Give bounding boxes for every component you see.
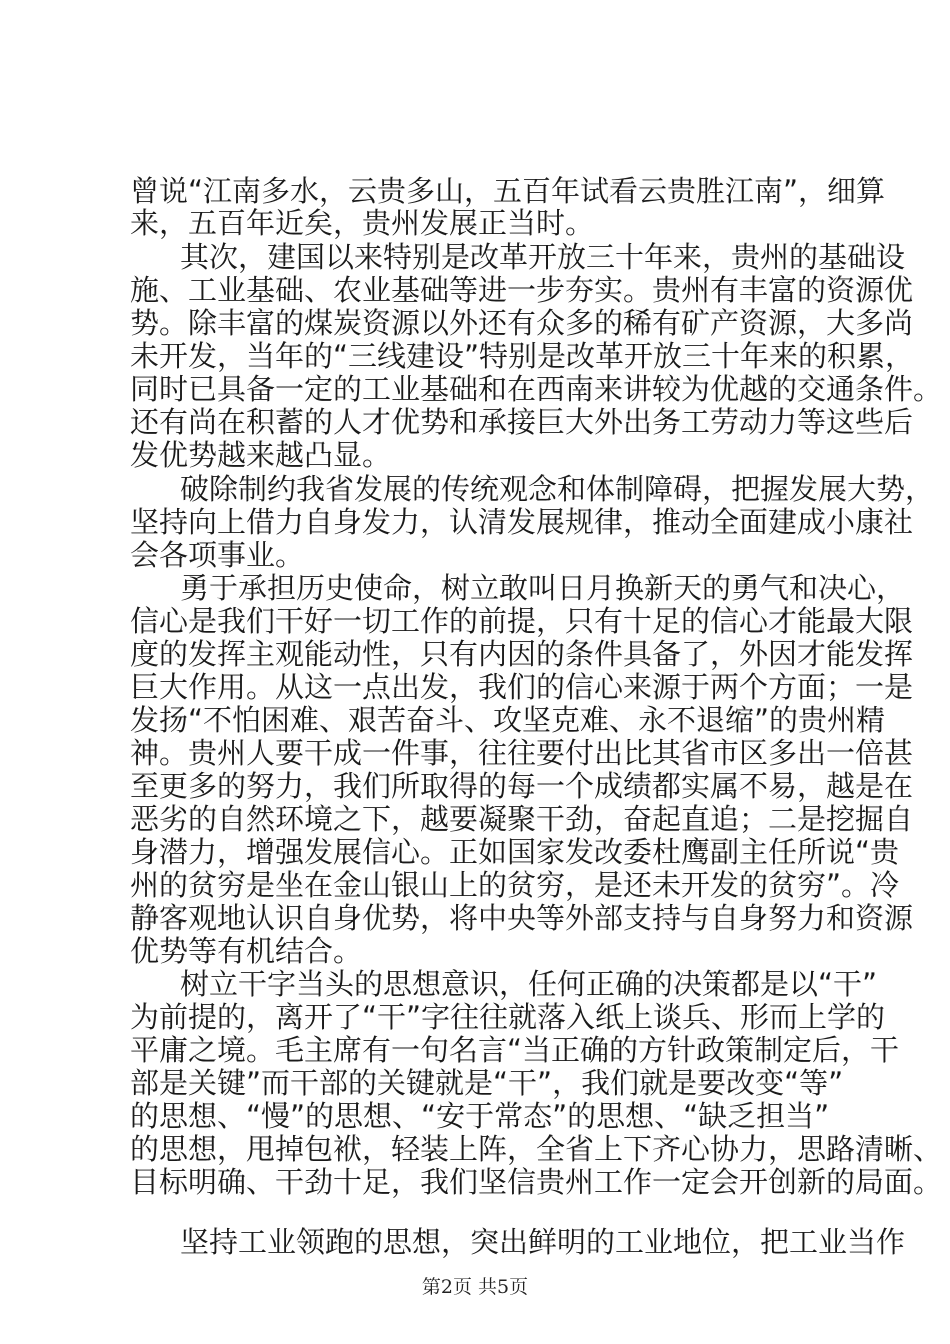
text-line: 同时已具备一定的工业基础和在西南来讲较为优越的交通条件。	[130, 372, 943, 406]
text-line: 未开发，当年的“三线建设”特别是改革开放三十年来的积累，	[130, 339, 915, 373]
text-line: 发扬“不怕困难、艰苦奋斗、攻坚克难、永不退缩”的贵州精	[130, 703, 886, 737]
text-line: 州的贫穷是坐在金山银山上的贫穷，是还未开发的贫穷”。冷	[130, 868, 900, 902]
text-line: 树立干字当头的思想意识，任何正确的决策都是以“干”	[180, 967, 878, 1001]
text-line: 曾说“江南多水，云贵多山，五百年试看云贵胜江南”，细算	[130, 174, 886, 208]
text-line: 静客观地认识自身优势，将中央等外部支持与自身努力和资源	[130, 901, 914, 935]
text-line: 度的发挥主观能动性，只有内因的条件具备了，外因才能发挥	[130, 637, 914, 671]
text-line: 其次，建国以来特别是改革开放三十年来，贵州的基础设	[180, 240, 906, 274]
text-line: 身潜力，增强发展信心。正如国家发改委杜鹰副主任所说“贵	[130, 835, 900, 869]
text-line: 的思想，甩掉包袱，轻装上阵，全省上下齐心协力，思路清晰、	[130, 1132, 943, 1166]
text-line: 势。除丰富的煤炭资源以外还有众多的稀有矿产资源，大多尚	[130, 306, 914, 340]
text-line: 为前提的，离开了“干”字往往就落入纸上谈兵、形而上学的	[130, 1000, 886, 1034]
text-line: 巨大作用。从这一点出发，我们的信心来源于两个方面；一是	[130, 670, 914, 704]
text-line: 施、工业基础、农业基础等进一步夯实。贵州有丰富的资源优	[130, 273, 914, 307]
text-line: 恶劣的自然环境之下，越要凝聚干劲，奋起直追；二是挖掘自	[130, 802, 914, 836]
text-line: 部是关键”而干部的关键就是“干”，我们就是要改变“等”	[130, 1066, 844, 1100]
text-line: 勇于承担历史使命，树立敢叫日月换新天的勇气和决心，	[180, 571, 906, 605]
text-line: 坚持向上借力自身发力，认清发展规律，推动全面建成小康社	[130, 505, 914, 539]
text-line: 还有尚在积蓄的人才优势和承接巨大外出务工劳动力等这些后	[130, 405, 914, 439]
text-line: 发优势越来越凸显。	[130, 438, 392, 472]
text-line: 坚持工业领跑的思想，突出鲜明的工业地位，把工业当作	[180, 1225, 906, 1259]
text-line: 来，五百年近矣，贵州发展正当时。	[130, 206, 595, 240]
text-line: 至更多的努力，我们所取得的每一个成绩都实属不易，越是在	[130, 769, 914, 803]
text-line: 会各项事业。	[130, 538, 305, 572]
text-line: 信心是我们干好一切工作的前提，只有十足的信心才能最大限	[130, 604, 914, 638]
text-line: 破除制约我省发展的传统观念和体制障碍，把握发展大势，	[180, 472, 935, 506]
page-number-footer: 第2页 共5页	[421, 1276, 529, 1298]
text-line: 的思想、“慢”的思想、“安于常态”的思想、“缺乏担当”	[130, 1099, 830, 1133]
text-line: 优势等有机结合。	[130, 934, 363, 968]
text-line: 神。贵州人要干成一件事，往往要付出比其省市区多出一倍甚	[130, 736, 914, 770]
text-line: 目标明确、干劲十足，我们坚信贵州工作一定会开创新的局面。	[130, 1165, 943, 1199]
text-line: 平庸之境。毛主席有一句名言“当正确的方针政策制定后，干	[130, 1033, 900, 1067]
